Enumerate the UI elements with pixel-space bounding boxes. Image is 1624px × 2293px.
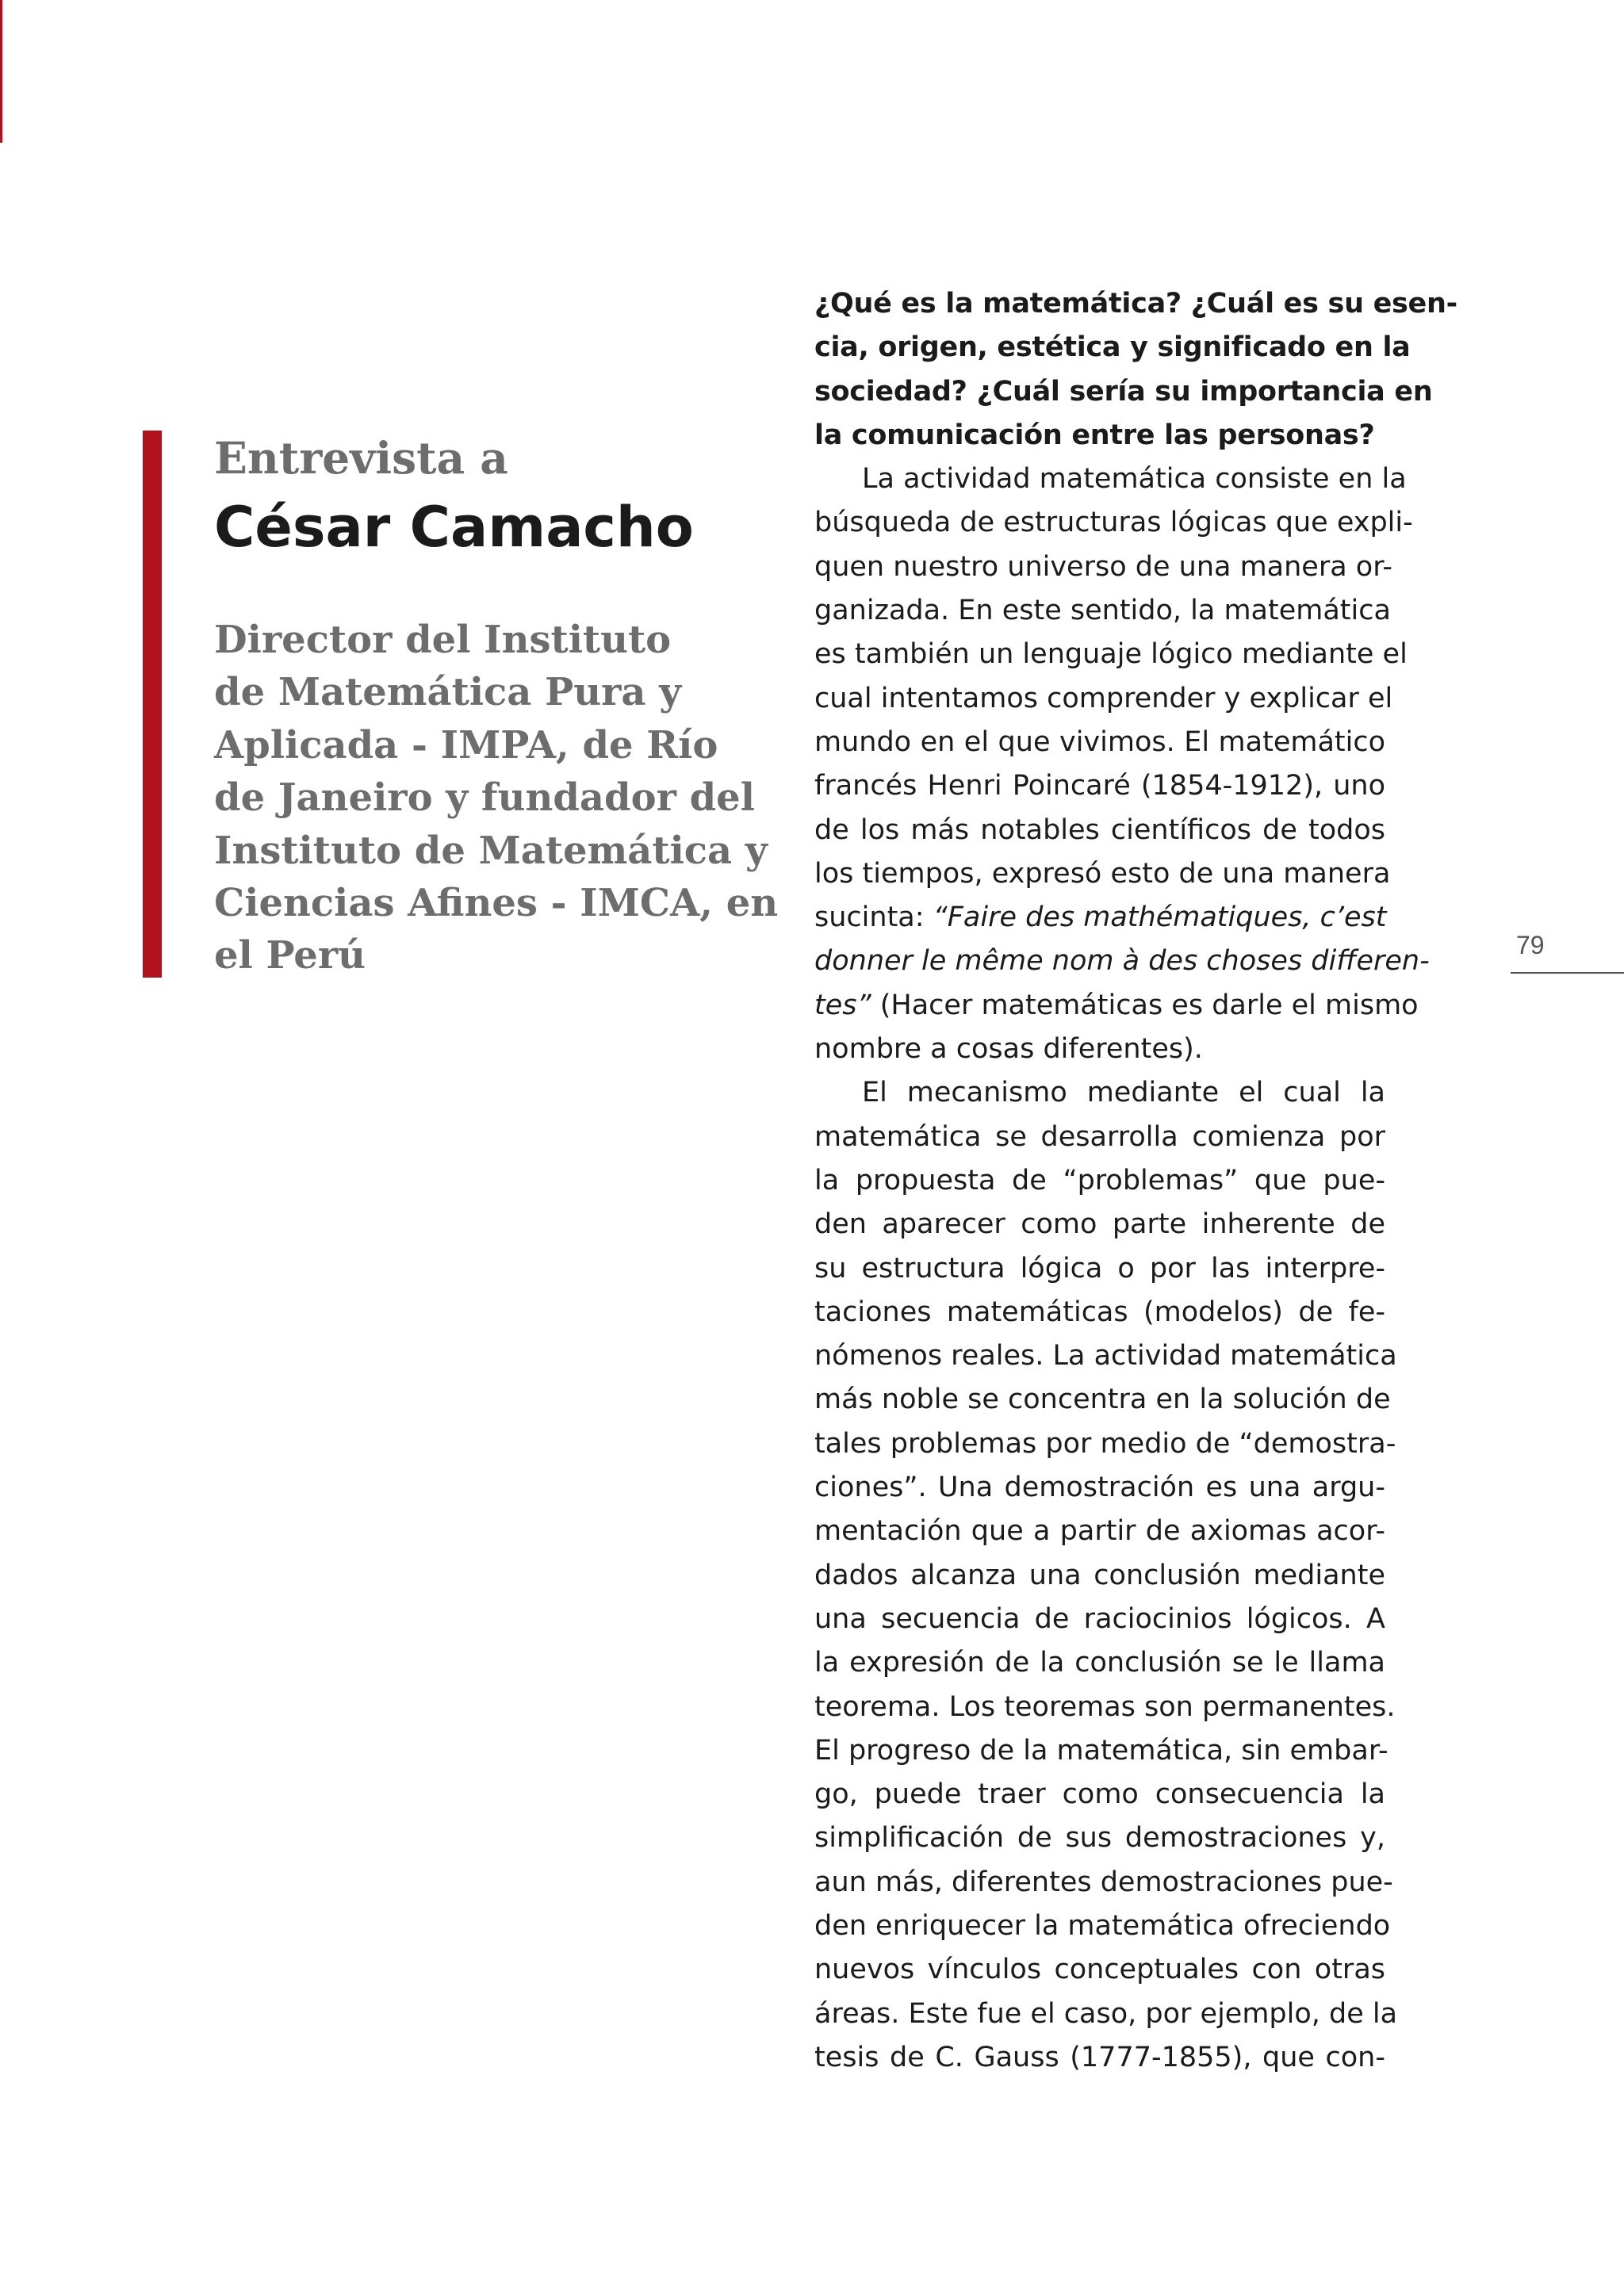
paragraph-line: tales problemas por medio de “demostra-: [814, 1427, 1396, 1460]
question-line: sociedad? ¿Cuál sería su importancia en: [814, 375, 1433, 408]
paragraph-line: [814, 984, 1419, 1028]
paragraph-line: teorema. Los teoremas son permanentes.: [814, 1690, 1396, 1723]
paragraph-line: tesis de C. Gauss (1777-1855), que con-: [814, 2041, 1385, 2073]
question-line: cia, origen, estética y significado en la: [814, 331, 1411, 364]
description-line: Instituto de Matemática y: [214, 828, 768, 873]
paragraph-line: nómenos reales. La actividad matemática: [814, 1340, 1397, 1372]
paragraph-line: es también un lenguaje lógico mediante el: [814, 638, 1408, 671]
paragraph-line: los tiempos, expresó esto de una manera: [814, 857, 1391, 890]
description-line: el Perú: [214, 933, 366, 978]
description-line: Aplicada - IMPA, de Río: [214, 722, 718, 768]
interview-kicker: Entrevista a: [214, 432, 508, 484]
question-line: la comunicación entre las personas?: [814, 419, 1375, 451]
paragraph-line: nuevos vínculos conceptuales con otras: [814, 1954, 1385, 1986]
description-line: Ciencias Afines - IMCA, en: [214, 881, 779, 926]
paragraph-line: de los más notables científicos de todos: [814, 813, 1385, 846]
paragraph-line: El progreso de la matemática, sin embar-: [814, 1734, 1388, 1767]
paragraph-line: más noble se concentra en la solución de: [814, 1384, 1391, 1416]
paragraph-line: aun más, diferentes demostraciones pue-: [814, 1866, 1393, 1898]
corner-crop-mark: [0, 0, 2, 143]
paragraph-line: den enriquecer la matemática ofreciendo: [814, 1909, 1391, 1942]
accent-bar: [143, 431, 162, 978]
paragraph-line: [814, 940, 1430, 983]
quote-intro: sucinta:: [814, 902, 933, 934]
paragraph-line: mundo en el que vivimos. El matemático: [814, 725, 1385, 758]
paragraph-line: [814, 896, 1385, 940]
paragraph-line: La actividad matemática consiste en la: [862, 463, 1407, 496]
answer-paragraph-2: [814, 1071, 1398, 2080]
paragraph-line: ciones”. Una demostración es una argu-: [814, 1472, 1385, 1504]
interview-question: [814, 282, 1457, 457]
paragraph-line: den aparecer como parte inherente de: [814, 1208, 1385, 1241]
quote-translation: (Hacer matemáticas es darle el mismo: [871, 989, 1419, 1021]
description-line: de Janeiro y fundador del: [214, 775, 755, 821]
question-line: ¿Qué es la matemática? ¿Cuál es su esen-: [814, 288, 1457, 320]
french-quote: donner le même nom à des choses differen-: [814, 945, 1430, 978]
description-line: Director del Instituto: [214, 618, 672, 662]
interviewee-name: César Camacho: [214, 495, 694, 560]
paragraph-line: El mecanismo mediante el cual la: [862, 1077, 1385, 1109]
paragraph-line: francés Henri Poincaré (1854-1912), uno: [814, 770, 1385, 802]
paragraph-line: quen nuestro universo de una manera or-: [814, 550, 1392, 583]
paragraph-line: la expresión de la conclusión se le llama: [814, 1647, 1385, 1679]
page-number: 79: [1516, 931, 1545, 959]
page-number-rule: [1511, 972, 1624, 974]
french-quote: tes”: [814, 989, 871, 1021]
paragraph-line: una secuencia de raciocinios lógicos. A: [814, 1602, 1385, 1635]
paragraph-line: áreas. Este fue el caso, por ejemplo, de la: [814, 1997, 1398, 2030]
paragraph-line: go, puede traer como consecuencia la: [814, 1778, 1385, 1811]
paragraph-line: simplificación de sus demostraciones y,: [814, 1822, 1385, 1855]
paragraph-line: cual intentamos comprender y explicar el: [814, 682, 1393, 714]
description-line: de Matemática Pura y: [214, 670, 682, 715]
interviewee-description: [214, 614, 779, 982]
body-column: [814, 282, 1457, 2080]
paragraph-line: nombre a cosas diferentes).: [814, 1033, 1203, 1066]
paragraph-line: la propuesta de “problemas” que pue-: [814, 1164, 1385, 1196]
answer-paragraph-1: [814, 457, 1430, 1071]
paragraph-line: dados alcanza una conclusión mediante: [814, 1559, 1385, 1591]
paragraph-line: mentación que a partir de axiomas acor-: [814, 1515, 1385, 1548]
french-quote: “Faire des mathématiques, c’est: [933, 902, 1387, 934]
paragraph-line: matemática se desarrolla comienza por: [814, 1120, 1385, 1153]
paragraph-line: ganizada. En este sentido, la matemática: [814, 595, 1391, 627]
paragraph-line: su estructura lógica o por las interpre-: [814, 1252, 1385, 1284]
paragraph-line: búsqueda de estructuras lógicas que expli-: [814, 507, 1413, 539]
paragraph-line: taciones matemáticas (modelos) de fe-: [814, 1296, 1385, 1328]
